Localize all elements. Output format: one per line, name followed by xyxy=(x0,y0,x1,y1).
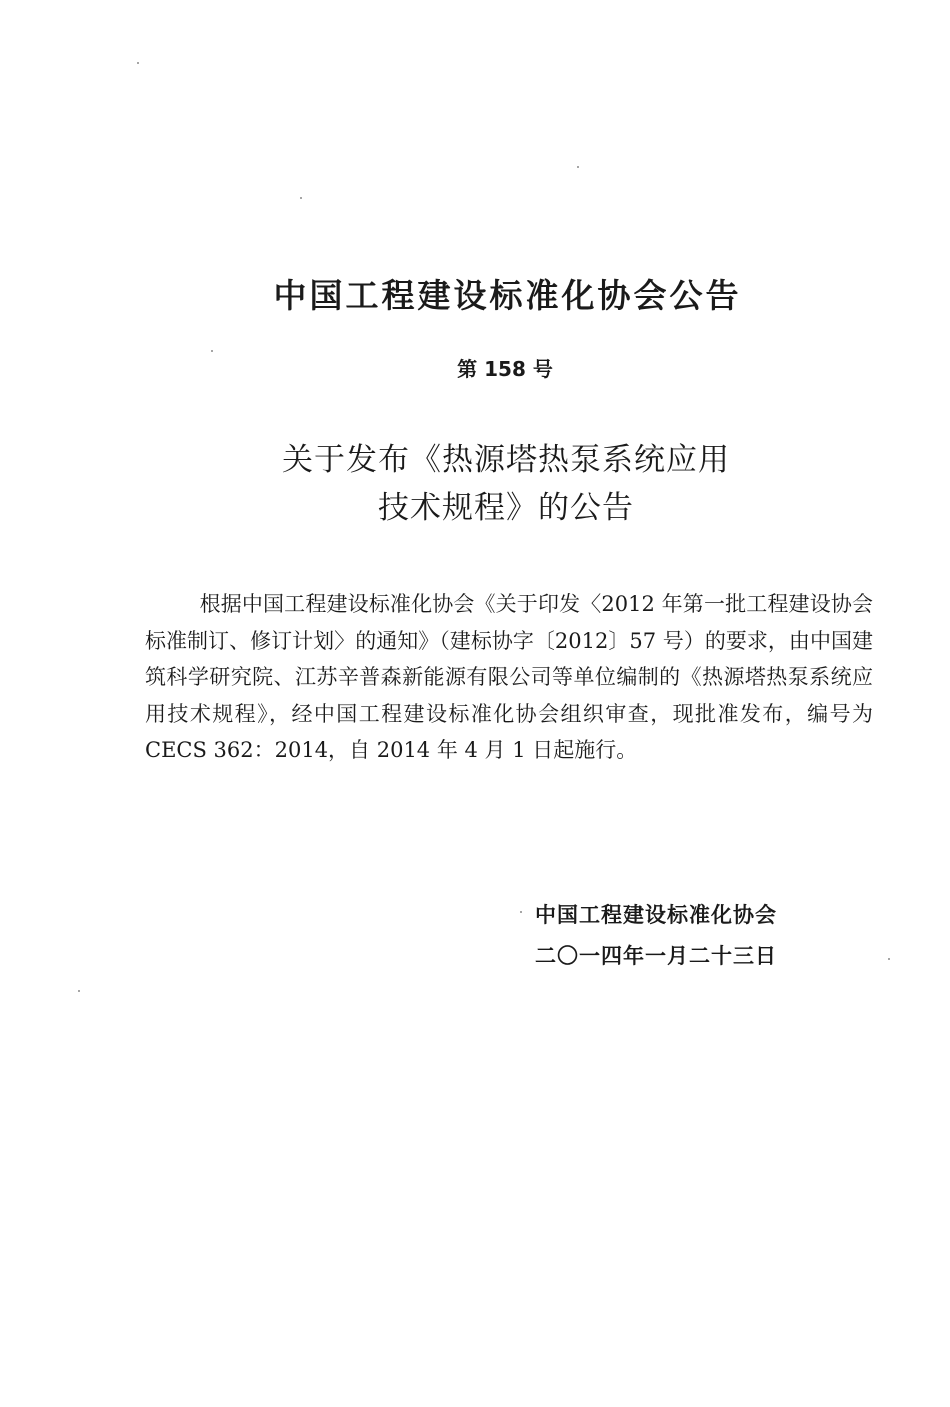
scan-speck xyxy=(211,350,213,352)
scan-speck xyxy=(300,197,302,199)
announcement-subject-line-1: 关于发布《热源塔热泵系统应用 xyxy=(282,442,730,478)
announcement-subject-line-2: 技术规程》的公告 xyxy=(378,490,634,526)
announcement-org-title: 中国工程建设标准化协会公告 xyxy=(273,276,742,315)
scan-speck xyxy=(577,166,579,168)
scan-speck xyxy=(888,958,890,960)
announcement-number: 第 158 号 xyxy=(457,357,553,381)
signature-date: 二〇一四年一月二十三日 xyxy=(535,944,777,968)
scan-speck xyxy=(520,911,522,913)
announcement-body-paragraph: 根据中国工程建设标准化协会《关于印发〈2012 年第一批工程建设协会标准制订、修订计划〉的通知》（建标协字〔2012〕57 号）的要求，由中国建筑科学研究院、江苏辛普森新能源有限公司等单位编制的《热源塔热泵系统应用技术规程》，经中国工程建设标准化协会组织审查，现批准发布，编号为 CECS 362：2014，自 2014 年 4 月 1 日起施行。 xyxy=(145,592,873,762)
signature-organization: 中国工程建设标准化协会 xyxy=(535,903,777,927)
scan-speck xyxy=(78,990,80,992)
scan-speck xyxy=(137,62,139,64)
